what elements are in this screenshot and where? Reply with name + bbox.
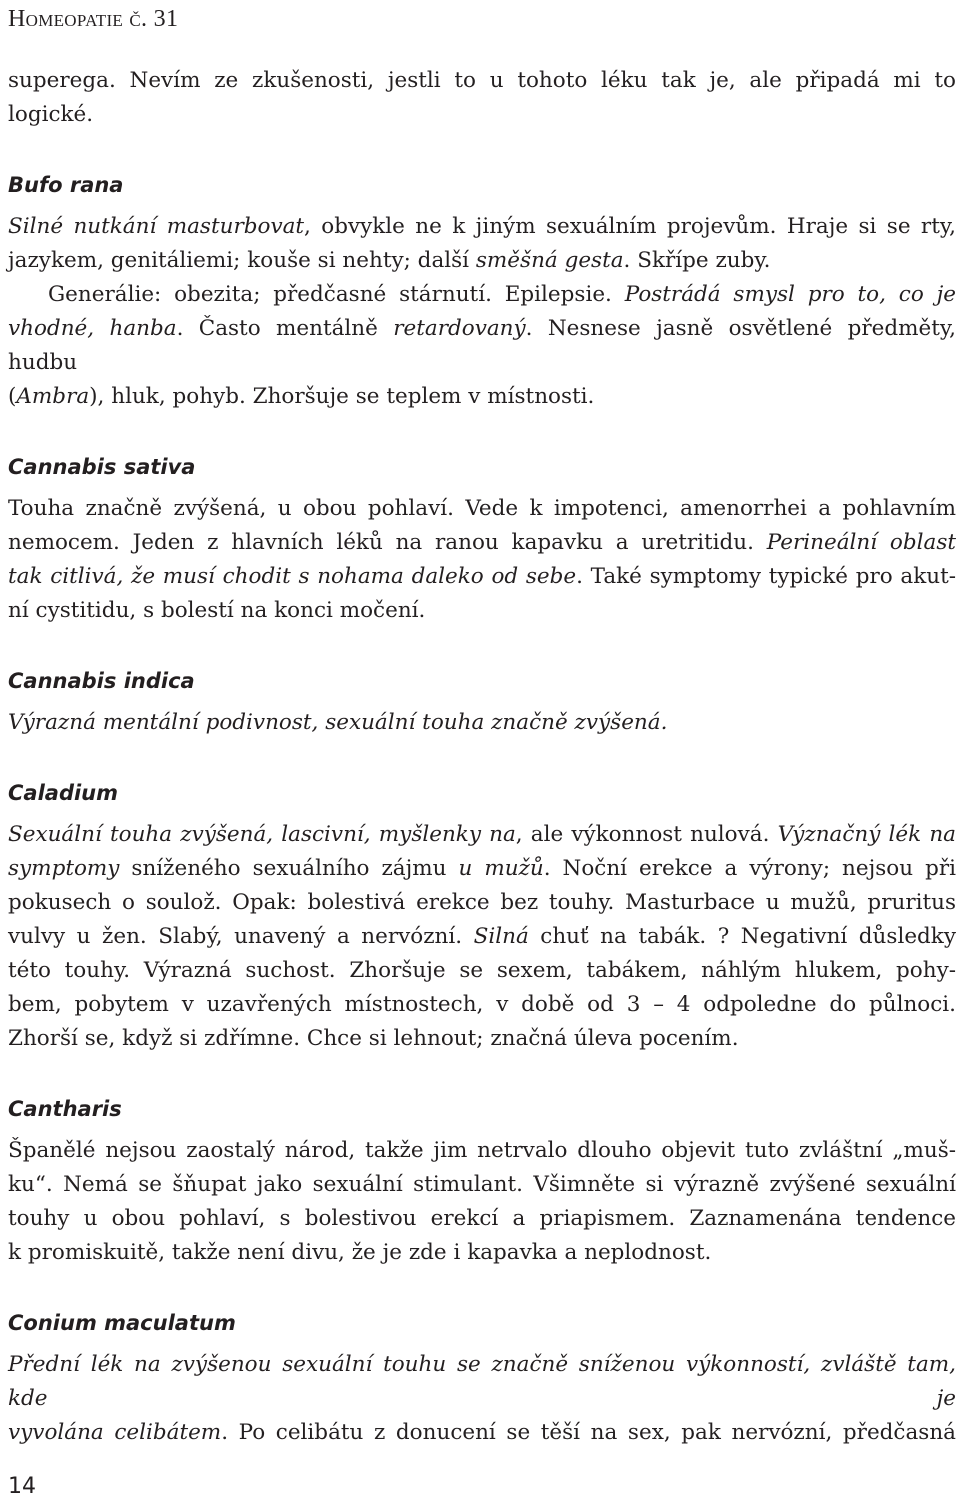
text-line — [8, 244, 956, 278]
italic-run: Silné nutkání masturbovat — [8, 214, 305, 239]
italic-run: směšná gesta — [475, 248, 624, 273]
intro-paragraph — [8, 64, 956, 132]
page-content — [8, 64, 956, 1450]
section-heading-cannabis-indica: Cannabis indica — [8, 669, 195, 693]
text-run: , ale výkonnost nulová. — [515, 822, 778, 847]
text-run: nemocem. Jeden z hlavních léků na ranou kapavku a uretritidu. — [8, 530, 767, 555]
italic-run: Výrazná mentální podivnost, sexuální touha značně zvýšená. — [8, 710, 668, 735]
running-header: Homeopatie č. 31 — [8, 6, 179, 32]
text-line: superega. Nevím ze zkušenosti, jestli to u tohoto léku tak je, ale připadá mi to — [8, 68, 956, 93]
italic-run: Perineální oblast — [766, 530, 956, 555]
text-line: k promiskuitě, takže není divu, že je zde i kapavka a neplodnost. — [8, 1240, 712, 1265]
text-run: . Nesnese jasně osvětlené předměty, hudbu — [8, 316, 956, 375]
text-line — [8, 818, 956, 852]
text-run: ( — [8, 384, 17, 409]
text-run: , obvykle ne k jiným sexuálním projevům. Hraje si se rty, — [304, 214, 956, 239]
section-heading-bufo-rana: Bufo rana — [8, 173, 124, 197]
text-line — [8, 706, 956, 740]
text-run: jazykem, genitáliemi; kouše si nehty; další — [8, 248, 476, 273]
section-heading-caladium: Caladium — [8, 781, 119, 805]
italic-run: Sexuální touha zvýšená, lascivní, myšlenky na — [8, 822, 516, 847]
text-run: Generálie: obezita; předčasné stárnutí. Epilepsie. — [48, 282, 625, 307]
section-heading-conium-maculatum: Conium maculatum — [8, 1311, 236, 1335]
section-body-bufo-rana — [8, 210, 956, 414]
text-line: Zhorší se, když si zdřímne. Chce si lehnout; značná úleva pocením. — [8, 1026, 739, 1051]
italic-run: retardovaný — [393, 316, 526, 341]
section-body-conium-maculatum — [8, 1348, 956, 1450]
text-line — [8, 852, 956, 886]
text-line — [8, 1348, 956, 1416]
text-line — [8, 278, 956, 312]
text-line: ku“. Nemá se šňupat jako sexuální stimulant. Všimněte si výrazně zvýšené sexuální — [8, 1172, 956, 1197]
text-line: Touha značně zvýšená, u obou pohlaví. Vede k impotenci, amenorrhei a pohlavním — [8, 496, 956, 521]
italic-run: Ambra — [16, 384, 90, 409]
section-heading-cantharis: Cantharis — [8, 1097, 122, 1121]
section-heading-cannabis-sativa: Cannabis sativa — [8, 455, 196, 479]
text-run: . Skřípe zuby. — [623, 248, 771, 273]
text-line — [8, 210, 956, 244]
section-body-cannabis-indica — [8, 706, 956, 740]
text-run: . Často mentálně — [176, 316, 394, 341]
text-run: chuť na tabák. ? Negativní důsledky — [528, 924, 956, 949]
italic-run: symptomy — [8, 856, 120, 881]
text-run: ), hluk, pohyb. Zhoršuje se teplem v místnosti. — [89, 384, 595, 409]
text-line: logické. — [8, 102, 94, 127]
text-line: této touhy. Výrazná suchost. Zhoršuje se sexem, tabákem, náhlým hlukem, pohy- — [8, 958, 956, 983]
italic-run: tak citlivá, že musí chodit s nohama daleko od sebe — [8, 564, 577, 589]
page-number: 14 — [8, 1474, 36, 1499]
italic-run: Přední lék na zvýšenou sexuální touhu se značně sníženou výkonností, zvláště tam, kde je — [8, 1352, 956, 1411]
text-line — [8, 560, 956, 594]
italic-run: Význačný lék na — [777, 822, 956, 847]
section-body-cantharis — [8, 1134, 956, 1270]
text-run: . Také symptomy typické pro akut- — [576, 564, 956, 589]
section-body-caladium — [8, 818, 956, 1056]
text-run: . Noční erekce a výrony; nejsou při — [543, 856, 956, 881]
section-body-cannabis-sativa — [8, 492, 956, 628]
italic-run: vhodné, hanba — [8, 316, 177, 341]
italic-run: vyvolána celibátem — [8, 1420, 222, 1445]
text-line: touhy u obou pohlaví, s bolestivou erekcí a priapismem. Zaznamenána tendence — [8, 1206, 956, 1231]
text-line — [8, 312, 956, 380]
text-line — [8, 526, 956, 560]
italic-run: Silná — [473, 924, 529, 949]
text-line: ní cystitidu, s bolestí na konci močení. — [8, 598, 426, 623]
text-line — [8, 1416, 956, 1450]
text-run: sníženého sexuálního zájmu — [119, 856, 459, 881]
italic-run: Postrádá smysl pro to, co je — [624, 282, 956, 307]
text-line — [8, 380, 956, 414]
text-run: . Po celibátu z donucení se těší na sex, pak nervózní, předčasná — [221, 1420, 956, 1445]
italic-run: u mužů — [458, 856, 544, 881]
text-run: vulvy u žen. Slabý, unavený a nervózní. — [8, 924, 474, 949]
text-line: Španělé nejsou zaostalý národ, takže jim netrvalo dlouho objevit tuto zvláštní „muš- — [8, 1138, 956, 1163]
text-line: pokusech o soulož. Opak: bolestivá erekce bez touhy. Masturbace u mužů, pruritus — [8, 890, 956, 915]
text-line: bem, pobytem v uzavřených místnostech, v době od 3 – 4 odpoledne do půlnoci. — [8, 992, 956, 1017]
text-line — [8, 920, 956, 954]
